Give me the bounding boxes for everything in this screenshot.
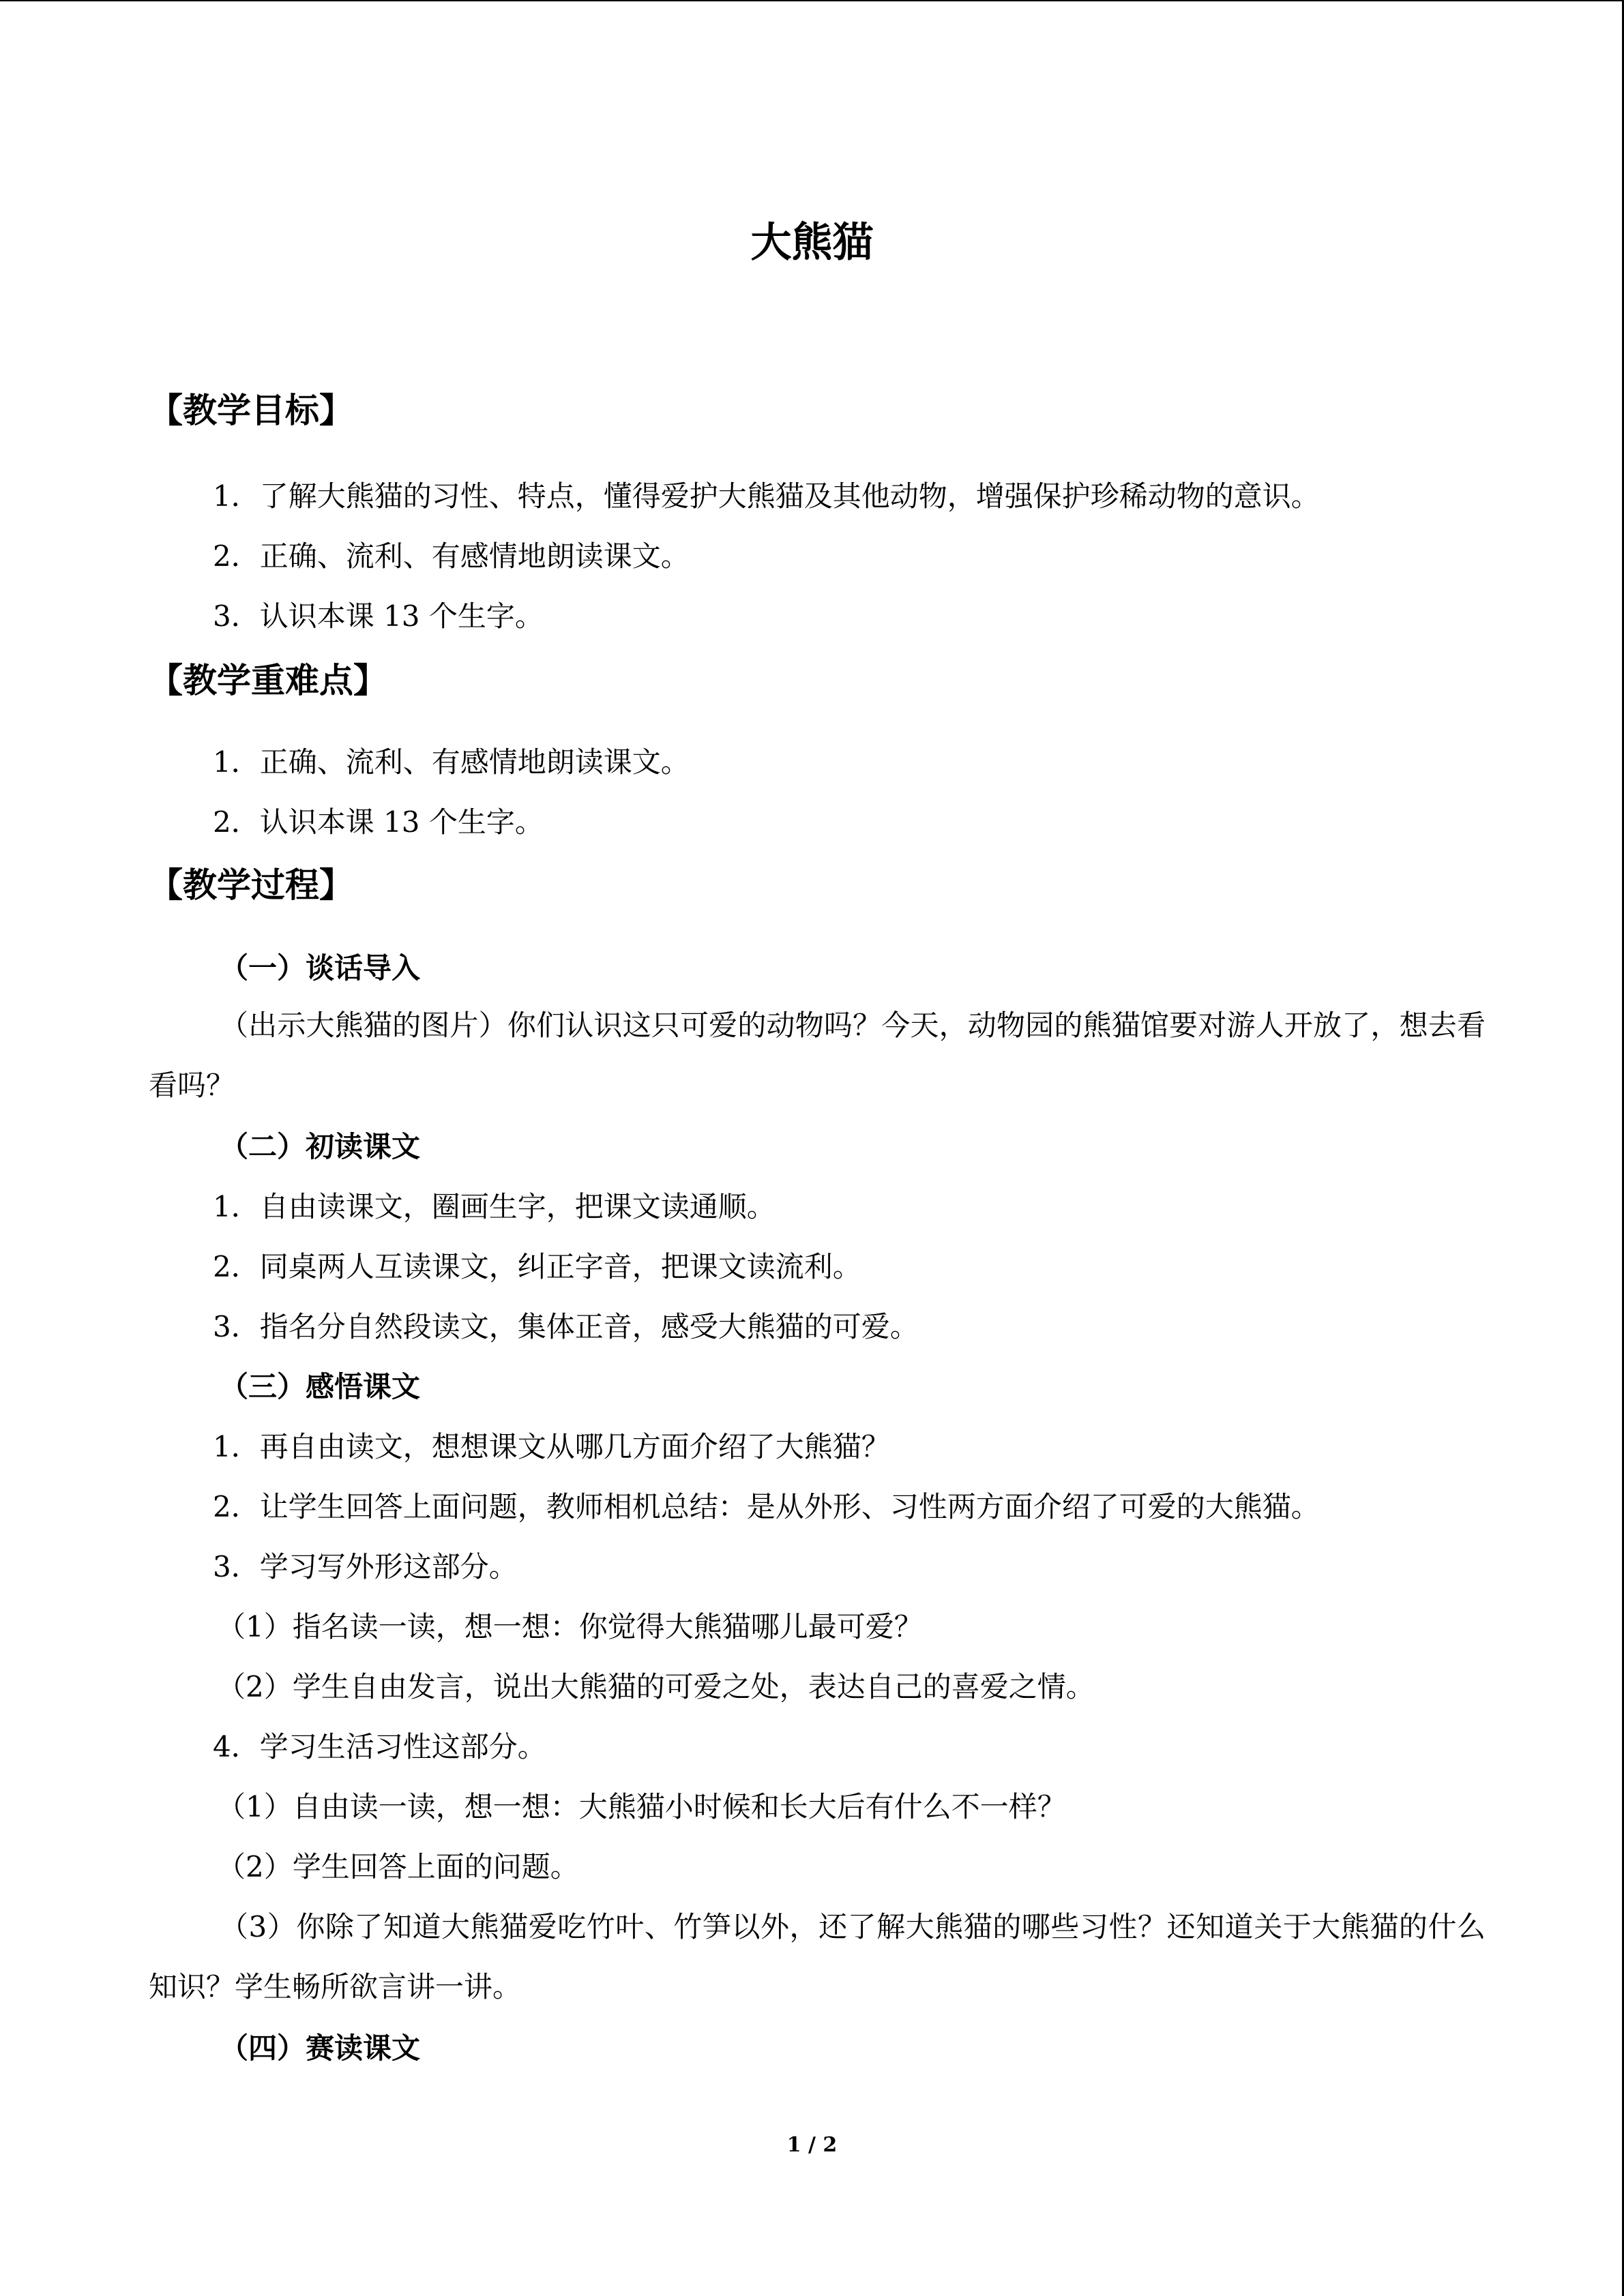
part2-title: （二）初读课文 xyxy=(220,1130,421,1163)
part3-title: （三）感悟课文 xyxy=(220,1370,421,1403)
goal-item-3: 3．认识本课 13 个生字。 xyxy=(213,599,544,633)
heading-teaching-process: 【教学过程】 xyxy=(149,865,353,905)
heading-key-points: 【教学重难点】 xyxy=(149,661,387,700)
part3-item-3-sub-2: （2）学生自由发言，说出大熊猫的可爱之处，表达自己的喜爱之情。 xyxy=(217,1670,1095,1703)
part3-item-4-sub-3: （3）你除了知道大熊猫爱吃竹叶、竹笋以外，还了解大熊猫的哪些习性？还知道关于大熊猫的什么知识？学生畅所欲言讲一讲。 xyxy=(149,1910,1486,2003)
part3-item-4-sub-1: （1）自由读一读，想一想：大熊猫小时候和长大后有什么不一样？ xyxy=(217,1790,1066,1823)
keypoint-item-2: 2．认识本课 13 个生字。 xyxy=(213,805,544,839)
part3-item-4-sub-2: （2）学生回答上面的问题。 xyxy=(217,1850,579,1883)
part4-title: （四）赛读课文 xyxy=(220,2031,421,2065)
heading-teaching-goals: 【教学目标】 xyxy=(149,391,353,430)
part2-item-1: 1．自由读课文，圈画生字，把课文读通顺。 xyxy=(213,1190,776,1223)
part2-item-3: 3．指名分自然段读文，集体正音，感受大熊猫的可爱。 xyxy=(213,1310,919,1343)
part1-title: （一）谈话导入 xyxy=(220,951,421,985)
keypoint-item-1: 1．正确、流利、有感情地朗读课文。 xyxy=(213,745,690,779)
page-number: 1 / 2 xyxy=(786,2133,838,2157)
part1-paragraph: （出示大熊猫的图片）你们认识这只可爱的动物吗？今天，动物园的熊猫馆要对游人开放了，想去看看吗？ xyxy=(149,1009,1486,1102)
part3-item-3: 3．学习写外形这部分。 xyxy=(213,1550,518,1583)
document-title: 大熊猫 xyxy=(750,219,874,267)
goal-item-2: 2．正确、流利、有感情地朗读课文。 xyxy=(213,539,690,573)
goal-item-1: 1．了解大熊猫的习性、特点，懂得爱护大熊猫及其他动物，增强保护珍稀动物的意识。 xyxy=(213,479,1320,513)
part3-item-3-sub-1: （1）指名读一读，想一想：你觉得大熊猫哪儿最可爱？ xyxy=(217,1610,923,1643)
part3-item-4: 4．学习生活习性这部分。 xyxy=(213,1730,546,1763)
part3-item-2: 2．让学生回答上面问题，教师相机总结：是从外形、习性两方面介绍了可爱的大熊猫。 xyxy=(213,1490,1320,1523)
part3-item-1: 1．再自由读文，想想课文从哪几方面介绍了大熊猫？ xyxy=(213,1430,890,1463)
page-top-border xyxy=(0,0,1624,1)
part2-item-2: 2．同桌两人互读课文，纠正字音，把课文读流利。 xyxy=(213,1250,861,1283)
